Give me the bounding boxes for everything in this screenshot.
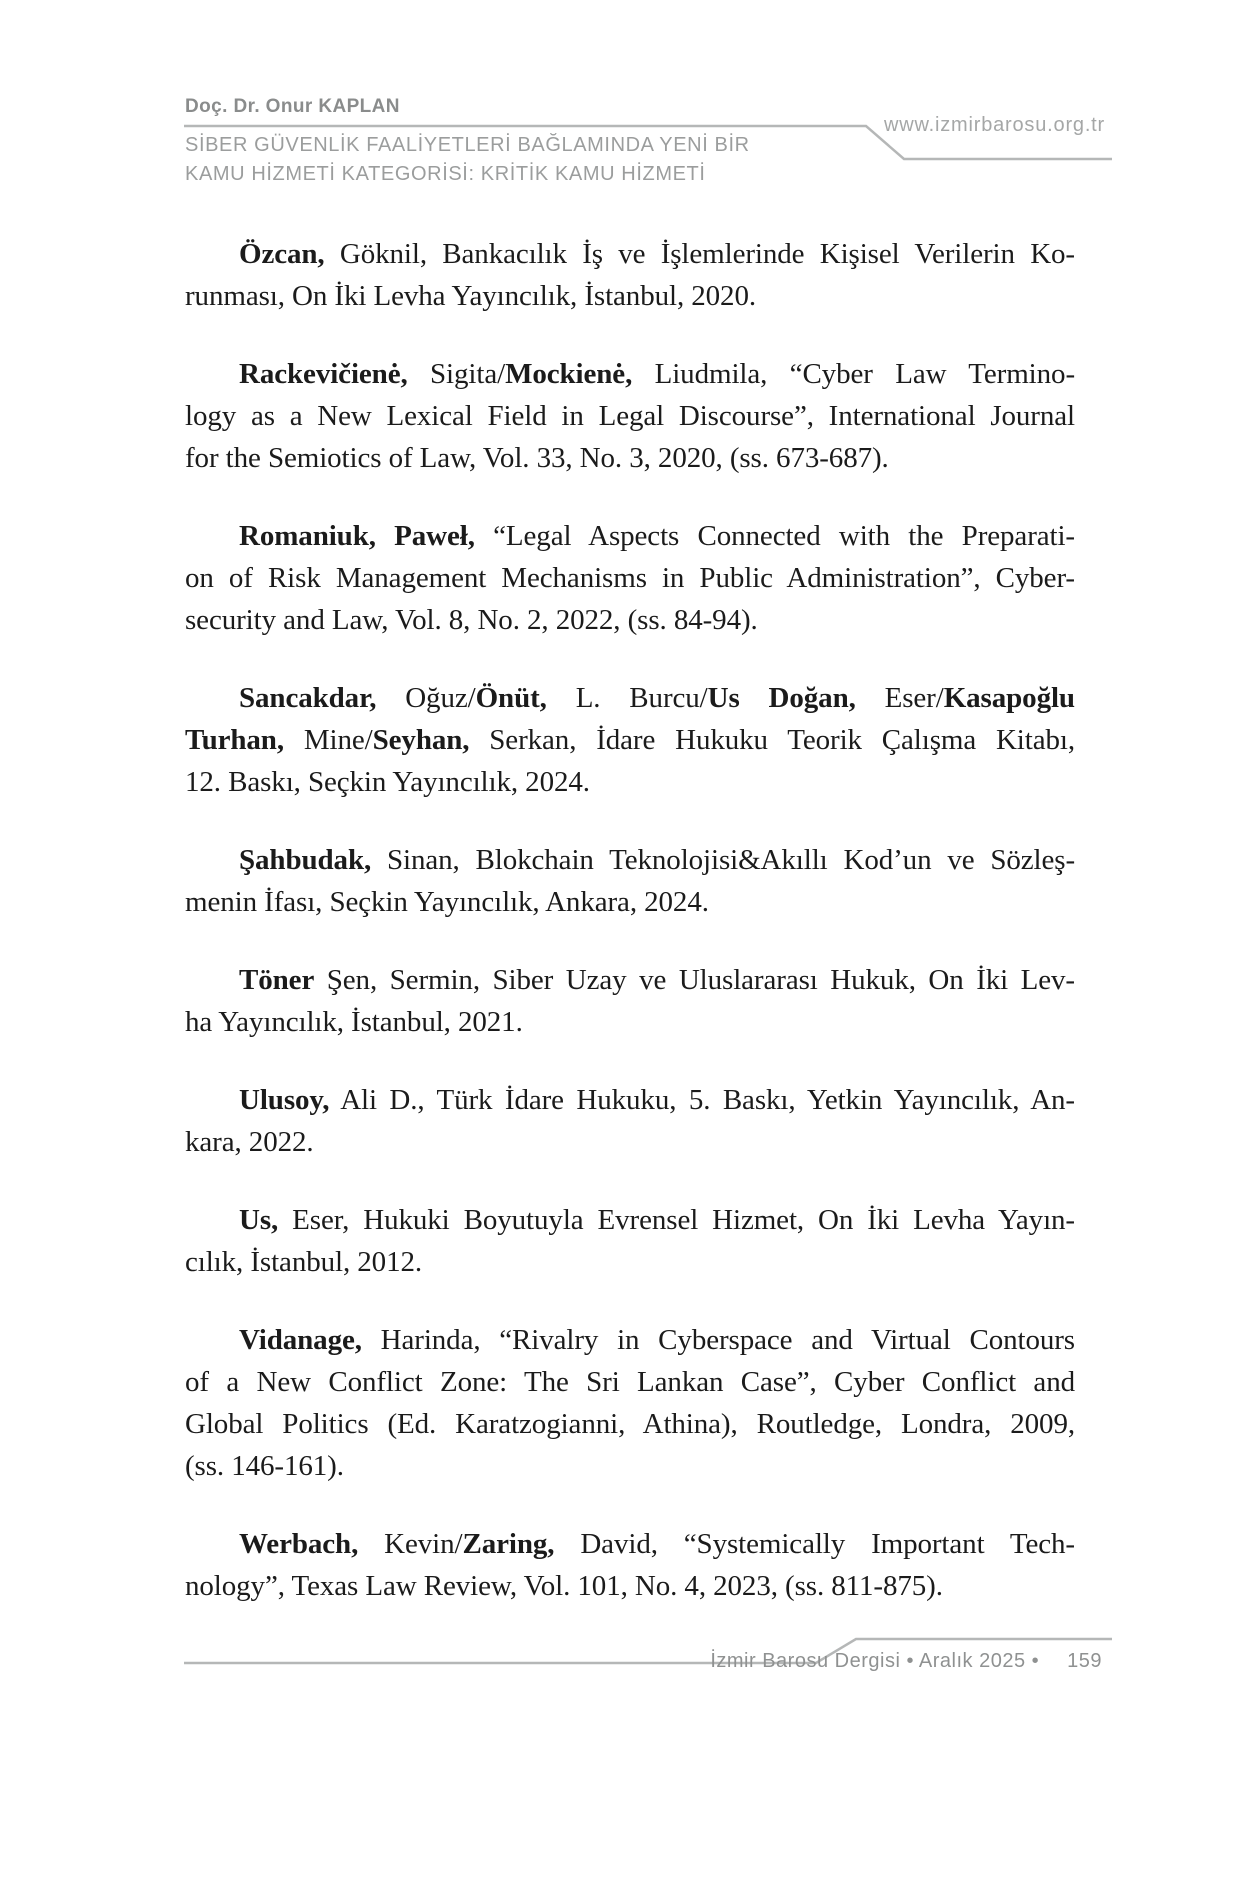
- author-name-segment: Romaniuk, Paweł,: [239, 520, 475, 552]
- text-segment: Oğuz/: [376, 682, 476, 714]
- text-segment: cılık, İstanbul, 2012.: [185, 1246, 423, 1278]
- bibliography-line: [185, 1361, 1075, 1403]
- bibliography-line: [185, 437, 1075, 479]
- text-segment: Mine/: [284, 724, 373, 756]
- author-name-segment: Werbach,: [239, 1528, 359, 1560]
- text-segment: on of Risk Management Mechanisms in Public Administration”, Cyber-: [185, 562, 1075, 594]
- author-name-segment: Özcan,: [239, 238, 325, 270]
- text-segment: L. Burcu/: [546, 682, 708, 714]
- footer-text: [185, 1650, 1102, 1673]
- bibliography-line: [185, 275, 1075, 317]
- text-segment: Sigita/: [407, 358, 506, 390]
- author-name: Doç. Dr. Onur KAPLAN: [185, 96, 400, 117]
- bibliography-entry: [185, 1079, 1075, 1163]
- text-segment: Ali D., Türk İdare Hukuku, 5. Baskı, Yetkin Yayıncılık, An-: [329, 1084, 1075, 1116]
- bibliography-line: [185, 1445, 1075, 1487]
- bibliography-line: [185, 557, 1075, 599]
- text-segment: Kevin/: [358, 1528, 463, 1560]
- bibliography-entry: [185, 1319, 1075, 1487]
- author-name-segment: Ulusoy,: [239, 1084, 330, 1116]
- text-segment: Global Politics (Ed. Karatzogianni, Athina), Routledge, Londra, 2009,: [185, 1408, 1075, 1440]
- text-segment: of a New Conflict Zone: The Sri Lankan Case”, Cyber Conflict and: [185, 1366, 1075, 1398]
- text-segment: for the Semiotics of Law, Vol. 33, No. 3, 2020, (ss. 673-687).: [185, 442, 889, 474]
- bibliography-line: [185, 1565, 1075, 1607]
- text-segment: Liudmila, “Cyber Law Termino-: [632, 358, 1075, 390]
- author-name-segment: Sancakdar,: [239, 682, 377, 714]
- text-segment: Eser, Hukuki Boyutuyla Evrensel Hizmet, On İki Levha Yayın-: [278, 1204, 1075, 1236]
- article-title-line-2: KAMU HİZMETİ KATEGORİSİ: KRİTİK KAMU HİZMETİ: [185, 163, 706, 185]
- bibliography-line: [185, 515, 1075, 557]
- text-segment: nology”, Texas Law Review, Vol. 101, No. 4, 2023, (ss. 811-875).: [185, 1570, 943, 1602]
- bibliography-line: [185, 677, 1075, 719]
- author-name-segment: Rackevičienė,: [239, 358, 408, 390]
- bibliography-line: [185, 1121, 1075, 1163]
- author-name-segment: Şahbudak,: [239, 844, 372, 876]
- author-name-segment: Us Doğan,: [707, 682, 856, 714]
- article-title: [185, 131, 750, 189]
- bibliography-line: [185, 1523, 1075, 1565]
- text-segment: “Legal Aspects Connected with the Preparati-: [474, 520, 1075, 552]
- bibliography-entry: [185, 515, 1075, 641]
- bibliography-entry: [185, 839, 1075, 923]
- bibliography-line: [185, 1079, 1075, 1121]
- bibliography-line: [185, 1001, 1075, 1043]
- website-url: www.izmirbarosu.org.tr: [884, 114, 1105, 136]
- text-segment: menin İfası, Seçkin Yayıncılık, Ankara, 2024.: [185, 886, 709, 918]
- bibliography-entry: [185, 959, 1075, 1043]
- page-number: 159: [1067, 1650, 1102, 1672]
- author-name-segment: Zaring,: [462, 1528, 555, 1560]
- bibliography-line: [185, 839, 1075, 881]
- text-segment: 12. Baskı, Seçkin Yayıncılık, 2024.: [185, 766, 590, 798]
- bibliography: [185, 233, 1075, 1607]
- bibliography-entry: [185, 677, 1075, 803]
- bibliography-line: [185, 599, 1075, 641]
- text-segment: Sinan, Blokchain Teknolojisi&Akıllı Kod’un ve Sözleş-: [371, 844, 1075, 876]
- author-name-segment: Töner: [239, 964, 315, 996]
- text-segment: Harinda, “Rivalry in Cyberspace and Virtual Contours: [361, 1324, 1075, 1356]
- text-segment: security and Law, Vol. 8, No. 2, 2022, (ss. 84-94).: [185, 604, 758, 636]
- text-segment: Şen, Sermin, Siber Uzay ve Uluslararası Hukuk, On İki Lev-: [314, 964, 1075, 996]
- journal-name: İzmir Barosu Dergisi • Aralık 2025 •: [710, 1650, 1040, 1672]
- text-segment: runması, On İki Levha Yayıncılık, İstanbul, 2020.: [185, 280, 757, 312]
- bibliography-line: [185, 719, 1075, 761]
- bibliography-entry: [185, 353, 1075, 479]
- bibliography-line: [185, 1319, 1075, 1361]
- text-segment: David, “Systemically Important Tech-: [554, 1528, 1075, 1560]
- text-segment: logy as a New Lexical Field in Legal Discourse”, International Journal: [185, 400, 1075, 432]
- bibliography-line: [185, 1241, 1075, 1283]
- text-segment: Serkan, İdare Hukuku Teorik Çalışma Kitabı,: [469, 724, 1075, 756]
- bibliography-line: [185, 959, 1075, 1001]
- author-name-segment: Vidanage,: [239, 1324, 362, 1356]
- author-name-segment: Önüt,: [475, 682, 547, 714]
- text-segment: ha Yayıncılık, İstanbul, 2021.: [185, 1006, 523, 1038]
- text-segment: (ss. 146-161).: [185, 1450, 344, 1482]
- bibliography-line: [185, 353, 1075, 395]
- bibliography-entry: [185, 1523, 1075, 1607]
- author-name-segment: Seyhan,: [372, 724, 470, 756]
- bibliography-line: [185, 395, 1075, 437]
- text-segment: Eser/: [855, 682, 944, 714]
- author-name-segment: Kasapoğlu: [943, 682, 1075, 714]
- bibliography-line: [185, 881, 1075, 923]
- text-segment: Göknil, Bankacılık İş ve İşlemlerinde Kişisel Verilerin Ko-: [324, 238, 1075, 270]
- author-name-segment: Mockienė,: [505, 358, 633, 390]
- bibliography-entry: [185, 233, 1075, 317]
- author-name-segment: Us,: [239, 1204, 279, 1236]
- text-segment: kara, 2022.: [185, 1126, 314, 1158]
- bibliography-line: [185, 233, 1075, 275]
- bibliography-entry: [185, 1199, 1075, 1283]
- bibliography-line: [185, 761, 1075, 803]
- bibliography-line: [185, 1199, 1075, 1241]
- bibliography-line: [185, 1403, 1075, 1445]
- author-name-segment: Turhan,: [185, 724, 284, 756]
- article-title-line-1: SİBER GÜVENLİK FAALİYETLERİ BAĞLAMINDA YENİ BİR: [185, 134, 750, 156]
